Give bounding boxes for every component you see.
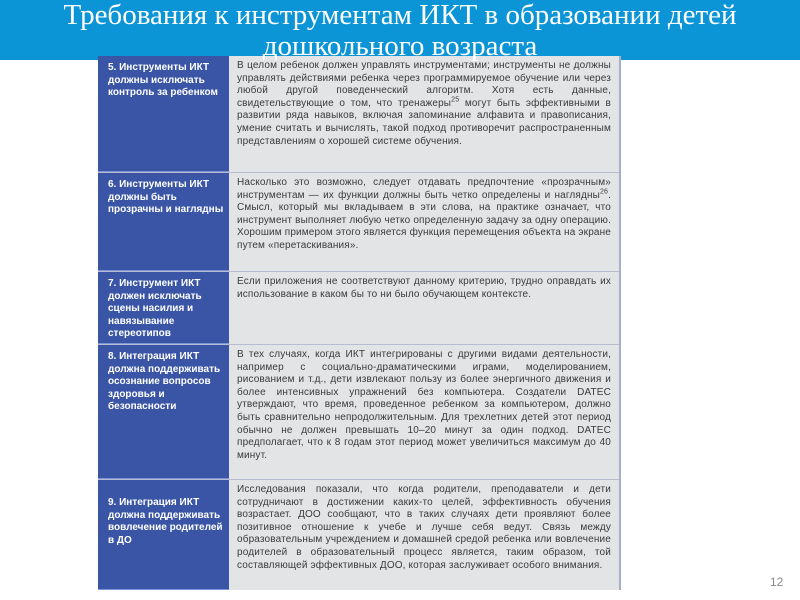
row-body: Исследования показали, что когда родители, преподаватели и дети сотрудничают в достижении каких-то целей, эффективность обучения возрастает. ДОО сообщают, что в таких случаях дети проявляют более позитивное отношение к учебе и лучше себя ведут. Связь между образовательным учреждением и домашней средой ребенка или вовлечение родителей в образовательный процесс является, таким образом, той составляющей эффективных ДОО, которая заслуживает особого внимания. (237, 484, 611, 571)
row-body (229, 173, 619, 271)
row-header: 7. Инструмент ИКТ должен исключать сцены насилия и навязывание стереотипов (98, 272, 229, 344)
row-header: 6. Инструменты ИКТ должны быть прозрачны и наглядны (98, 173, 229, 271)
footnote-ref: 26 (599, 188, 609, 196)
table-row (98, 56, 619, 173)
row-body-text: могут быть эффективными в развитии ряда навыков, включая запоминание алфавита и правописания, умение считать и вычислять, такой подход противоречит распространенным представлениям о хорошей системе обучения. (237, 97, 612, 147)
row-body: Если приложения не соответствуют данному критерию, трудно оправдать их использование в каком бы то ни было обучающем контексте. (237, 276, 611, 300)
row-header: 9. Интеграция ИКТ должна поддерживать вовлечение родителей в ДО (98, 480, 229, 590)
row-body-text: . Смысл, который мы вкладываем в эти слова, на практике означает, что инструмент выполняет любую четко определенную задачу за одну операцию. Хорошим примером этого является функция перемещения объекта на экране путем «перетаскивания». (237, 189, 611, 251)
footnote-ref: 25 (451, 96, 460, 104)
table-row (98, 480, 619, 590)
page-number: 12 (770, 575, 784, 589)
table-row (98, 345, 619, 480)
table-row (98, 173, 619, 272)
slide-title: Требования к инструментам ИКТ в образовании детей дошкольного возраста (63, 0, 737, 62)
row-body-text: В целом ребенок должен управлять инструментами; инструменты не должны управлять действиями ребенка через программируемое обучение или через любой другой поведенческий алгоритм. Хотя есть данные, свидетельствующие о том, что тренажеры (237, 60, 611, 109)
row-header: 5. Инструменты ИКТ должны исключать контроль за ребенком (98, 56, 229, 172)
row-body-text: Насколько это возможно, следует отдавать предпочтение «прозрачным» инструментам — их функции должны быть четко определены и наглядны (237, 177, 611, 201)
row-body: В тех случаях, когда ИКТ интегрированы с другими видами деятельности, например с социально-драматическими играми, моделированием, рисованием и т.д., дети извлекают пользу из более энергичного движения и более интенсивных упражнений без компьютера. Создатели DATEC утверждают, что время, проведенное ребенком за компьютером, должно быть сравнительно непродолжительным. Для трехлетних детей этот период обычно не должен превышать 10–20 минут за один подход. DATEC предполагает, что к 8 годам этот период может увеличиться максимум до 40 минут. (237, 349, 611, 461)
row-header: 8. Интеграция ИКТ должна поддерживать осознание вопросов здоровья и безопасности (98, 345, 229, 479)
requirements-table (98, 56, 621, 590)
table-row (98, 272, 619, 345)
row-body (229, 56, 619, 172)
